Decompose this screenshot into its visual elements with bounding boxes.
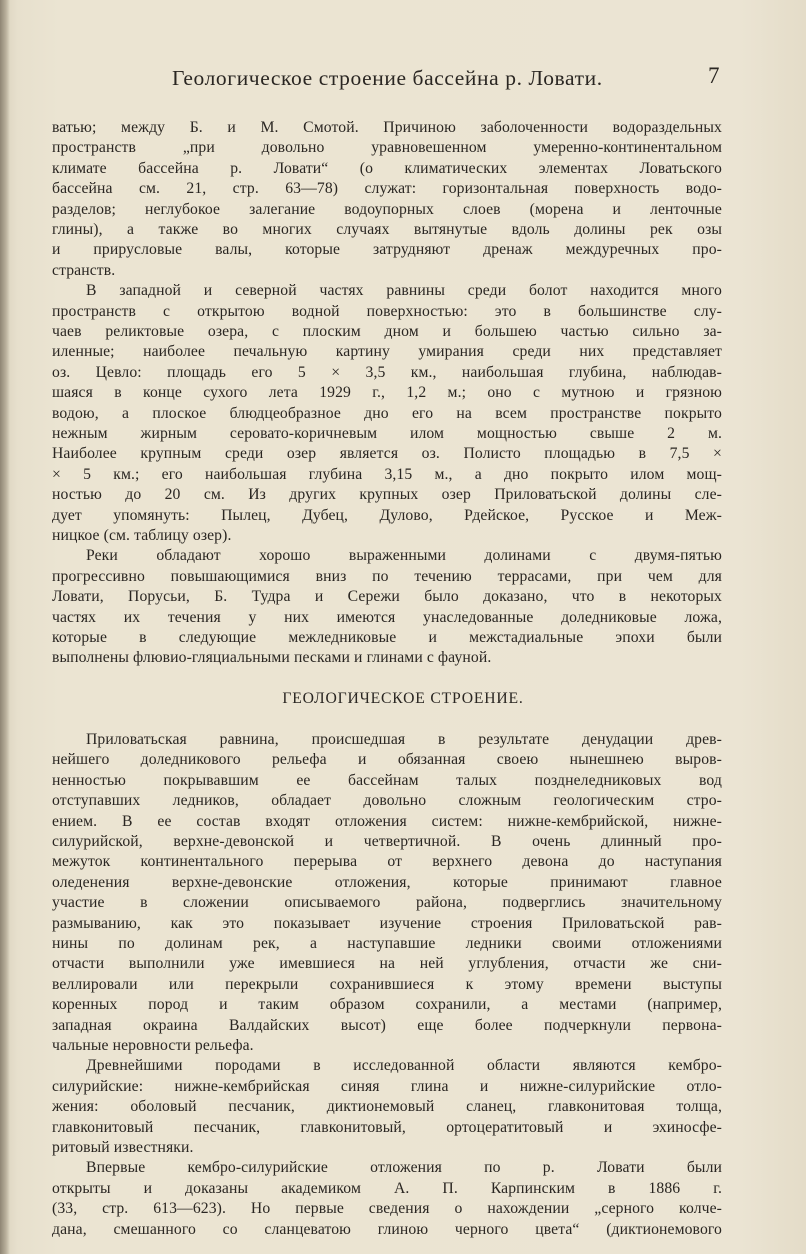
text-line: шаяся в конце сухого лета 1929 г., 1,2 м.; оно с мутною и грязною [52, 384, 722, 402]
text-line: климате бассейна р. Ловати“ (о климатических элементах Ловатьского [52, 159, 722, 177]
text-line: ритовый известняки. [52, 1139, 194, 1156]
text-line: странств. [52, 261, 116, 279]
text-line: ением. В ее состав входят отложения систем: нижне-кембрийской, нижне- [52, 812, 722, 830]
text-line: Приловатьская равнина, происшедшая в результате денудации древ- [86, 731, 722, 748]
text-line: Древнейшими породами в исследованной области являются кембро- [86, 1057, 722, 1075]
text-line: отступавших ледников, обладает довольно сложным геологическим стро- [52, 792, 722, 810]
text-line: дует упомянуть: Пылец, Дубец, Дулово, Рдейское, Русское и Меж- [52, 506, 722, 524]
text-line: дана, смешанного со сланцеватою глиною черного цвета“ (диктионемового [52, 1220, 722, 1238]
text-line: ностью до 20 см. Из других крупных озер Приловатьской долины сле- [52, 486, 722, 504]
text-line: оз. Цевло: площадь его 5 × 3,5 км., наибольшая глубина, наблюдав- [52, 363, 722, 381]
text-line: разделов; неглубокое залегание водоупорных слоев (морена и ленточные [52, 200, 722, 218]
text-line: главконитовый песчаник, главконитовый, ортоцератитовый и эхиносфе- [52, 1118, 722, 1136]
text-line: нежным жирным серовато-коричневым илом мощностью свыше 2 м. [52, 425, 722, 442]
running-header-title: Геологическое строение бассейна р. Ловати. [172, 66, 603, 90]
text-line: Наиболее крупным среди озер является оз. Полисто площадью в 7,5 × [52, 445, 722, 463]
text-line: Ловати, Порусьи, Б. Тудра и Сережи было доказано, что в некоторых [52, 588, 722, 606]
text-line: размыванию, как это показывает изучение строения Приловатьской рав- [52, 914, 722, 932]
text-line: частях их течения у них имеются унаследованные доледниковые ложа, [52, 608, 722, 626]
text-line: и прирусловые валы, которые затрудняют дренаж междуречных про- [52, 241, 722, 259]
text-line: жения: оболовый песчаник, диктионемовый сланец, главконитовая толща, [52, 1098, 722, 1116]
text-line: пространств с открытою водной поверхностью: это в большинстве слу- [52, 302, 722, 320]
text-line: пространств „при довольно уравновешенном умеренно-континентальном [52, 139, 722, 157]
text-line: ненностью покрывавшим ее бассейнам талых позднеледниковых вод [52, 771, 722, 789]
text-line: прогрессивно повышающимися вниз по течению террасами, при чем для [52, 567, 722, 585]
text-line: западная окраина Валдайских высот) еще более подчеркнули первона- [52, 1016, 722, 1034]
text-line: отчасти выполнили уже имевшиеся на ней углубления, отчасти же сни- [52, 955, 722, 973]
text-line: чальные неровности рельефа. [52, 1037, 254, 1054]
text-line: нейшего доледникового рельефа и обязанная своею нынешнею выров- [52, 751, 722, 769]
text-line: иленные; наиболее печальную картину умирания среди них представляет [52, 343, 722, 361]
text-line: ницкое (см. таблицу озер). [52, 527, 232, 544]
page-spine-shadow [0, 0, 10, 1254]
text-line: В западной и северной частях равнины среди болот находится много [86, 282, 722, 300]
page-number: 7 [708, 63, 720, 88]
text-line: открыты и доказаны академиком А. П. Карпинским в 1886 г. [52, 1179, 722, 1197]
text-line: глины), а также во многих случаях вытянутые вдоль долины рек озы [52, 221, 722, 238]
text-line: межуток континентального перерыва от верхнего девона до наступания [52, 853, 722, 871]
text-line: ватью; между Б. и М. Смотой. Причиною заболоченности водораздельных [52, 119, 722, 136]
text-line: силурийской, верхне-девонской и четвертичной. В очень длинный про- [52, 833, 722, 850]
text-line: (33, стр. 613—623). Но первые сведения о нахождении „серного колче- [52, 1200, 722, 1218]
text-line: выполнены флювио-гляциальными песками и глинами с фауной. [52, 649, 492, 667]
section-heading: ГЕОЛОГИЧЕСКОЕ СТРОЕНИЕ. [282, 690, 524, 708]
text-line: веллировали или перекрыли сохранившиеся к этому времени выступы [52, 975, 722, 993]
text-line: Реки обладают хорошо выраженными долинами с двумя-пятью [86, 547, 722, 565]
text-line: бассейна см. 21, стр. 63—78) служат: горизонтальная поверхность водо- [52, 180, 722, 198]
text-line: водою, а плоское блюдцеобразное дно его на всем пространстве покрыто [52, 404, 722, 422]
text-line: коренных пород и таким образом сохранили, а местами (например, [52, 996, 722, 1014]
text-line: участие в сложении описываемого района, подверглись значительному [52, 894, 722, 912]
text-line: × 5 км.; его наибольшая глубина 3,15 м., а дно покрыто илом мощ- [52, 465, 722, 483]
text-line: оледенения верхне-девонские отложения, которые принимают главное [52, 873, 722, 891]
text-line: нины по долинам рек, а наступавшие ледники своими отложениями [52, 935, 722, 952]
text-line: Впервые кембро-силурийские отложения по р. Ловати были [86, 1159, 722, 1177]
text-line: чаев реликтовые озера, с плоским дном и большею частью сильно за- [52, 323, 722, 340]
text-line: которые в следующие межледниковые и межстадиальные эпохи были [52, 629, 722, 646]
text-line: силурийские: нижне-кембрийская синяя глина и нижне-силурийские отло- [52, 1077, 722, 1095]
